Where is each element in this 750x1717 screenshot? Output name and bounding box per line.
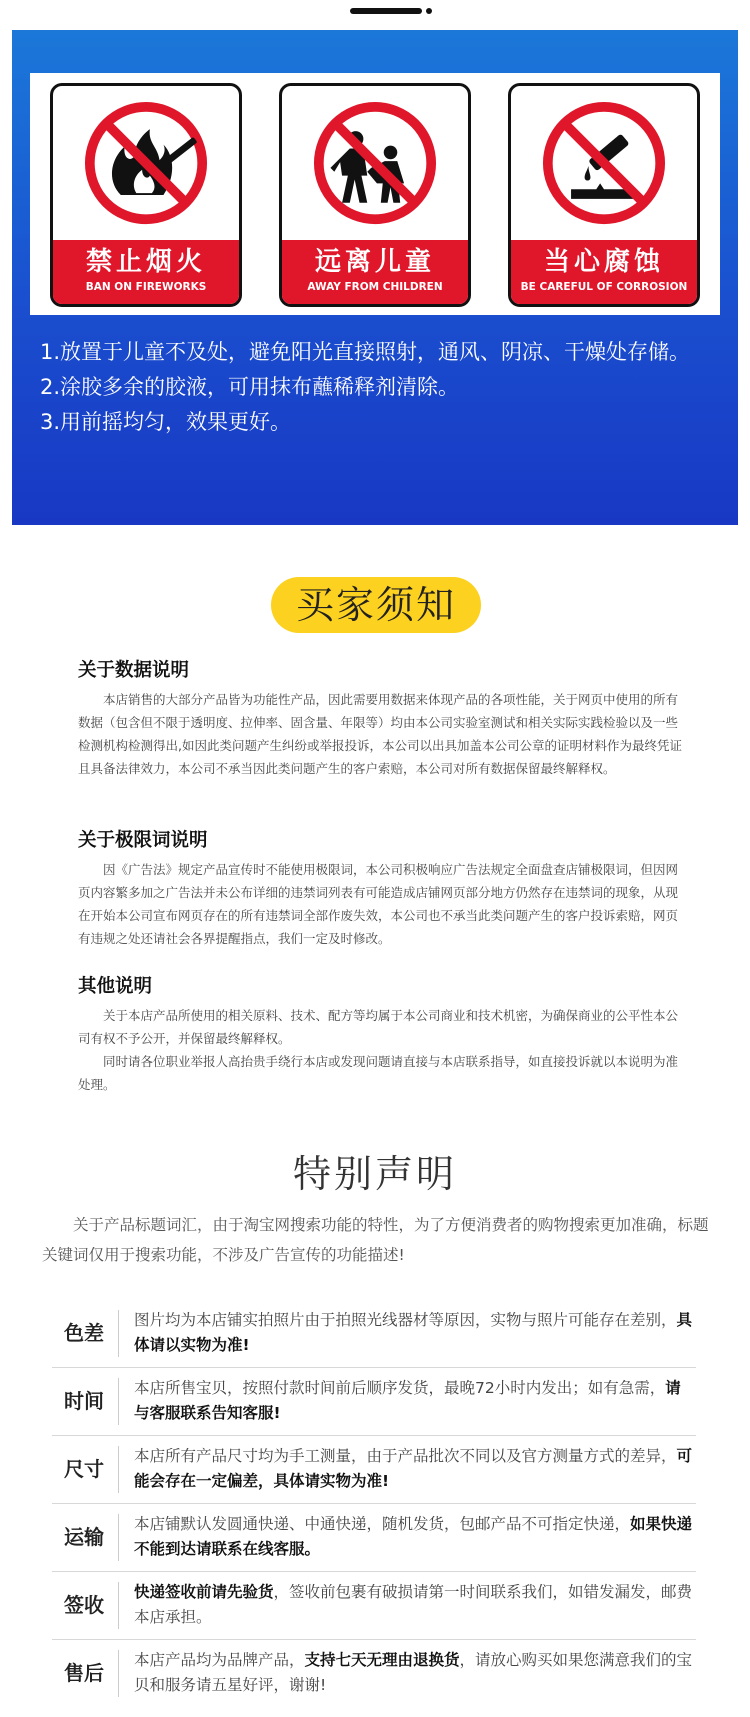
- row-label: 色差: [64, 1321, 104, 1345]
- divider: [118, 1378, 119, 1425]
- usage-notes: [40, 335, 730, 440]
- no-fire-icon: [53, 86, 239, 244]
- sign-band: [282, 240, 468, 304]
- table-row: [52, 1504, 696, 1572]
- sign-title-en: BE CAREFUL OF CORROSION: [520, 281, 688, 293]
- row-text: 图片均为本店铺实拍照片由于拍照光线器材等原因，实物与照片可能存在差别，具体请以实物为准!: [134, 1311, 693, 1354]
- table-row: [52, 1368, 696, 1436]
- sign-title-en: AWAY FROM CHILDREN: [307, 281, 443, 293]
- row-text: 本店所售宝贝，按照付款时间前后顺序发货，最晚72小时内发出；如有急需，请与客服联系告知客服!: [134, 1379, 681, 1422]
- no-children-icon: [282, 86, 468, 244]
- handle-dot: [426, 8, 432, 14]
- section-heading: 关于数据说明: [78, 660, 190, 681]
- section-limit-words: [78, 828, 688, 950]
- row-text: 快递签收前请先验货，签收前包裹有破损请第一时间联系我们，如错发漏发，邮费本店承担。: [134, 1583, 693, 1626]
- section-paragraph: 关于本店产品所使用的相关原料、技术、配方等均属于本公司商业和技术机密，为确保商业的公平性本公司有权不予公开，并保留最终解释权。: [78, 1008, 679, 1046]
- policy-table: [52, 1300, 696, 1707]
- sign-band: [53, 240, 239, 304]
- section-paragraph: 因《广告法》规定产品宣传时不能使用极限词，本公司积极响应广告法规定全面盘查店铺极限词，但因网页内容繁多加之广告法并未公布详细的违禁词列表有可能造成店铺网页部分地方仍然存在违禁词的现象，从现在开始本公司宣布网页存在的所有违禁词全部作废失效，本公司也不承当此类问题产生的客户投诉索赔，网页有违规之处还请社会各界提醒指点，我们一定及时修改。: [78, 862, 679, 946]
- usage-note: 1.放置于儿童不及处，避免阳光直接照射，通风、阴凉、干燥处存储。: [40, 340, 691, 364]
- row-text: 本店所有产品尺寸均为手工测量，由于产品批次不同以及官方测量方式的差异，可能会存在一定偏差，具体请实物为准!: [134, 1447, 693, 1490]
- sign-title-cn: 当心腐蚀: [543, 247, 664, 277]
- special-statement-intro: 关于产品标题词汇，由于淘宝网搜索功能的特性，为了方便消费者的购物搜索更加准确，标题关键词仅用于搜索功能，不涉及广告宣传的功能描述!: [42, 1216, 709, 1264]
- warning-panel: [12, 30, 738, 525]
- sign-title-en: BAN ON FIREWORKS: [85, 281, 207, 293]
- handle-bar: [350, 8, 422, 14]
- table-row: [52, 1572, 696, 1640]
- section-other: [78, 974, 688, 1096]
- sign-corrosion: [508, 83, 700, 307]
- divider: [118, 1310, 119, 1357]
- sign-title-cn: 禁止烟火: [85, 247, 206, 277]
- usage-note: 3.用前摇均匀，效果更好。: [40, 410, 292, 434]
- divider: [118, 1650, 119, 1697]
- section-paragraph: 本店销售的大部分产品皆为功能性产品，因此需要用数据来体现产品的各项性能，关于网页中使用的所有数据（包含但不限于透明度、拉伸率、固含量、年限等）均由本公司实验室测试和相关实际实践检验以及一些检测机构检测得出,如因此类问题产生纠纷或举报投诉，本公司以出具加盖本公司公章的证明材料作为最终凭证且具备法律效力，本公司不承当因此类问题产生的客户索赔，本公司对所有数据保留最终解释权。: [78, 692, 682, 776]
- row-label: 售后: [64, 1661, 104, 1685]
- row-label: 时间: [64, 1389, 104, 1413]
- usage-note: 2.涂胶多余的胶液，可用抹布蘸稀释剂清除。: [40, 375, 460, 399]
- table-row: [52, 1300, 696, 1368]
- divider: [118, 1582, 119, 1629]
- section-data: [78, 658, 688, 780]
- sign-title-cn: 远离儿童: [314, 247, 435, 277]
- buyer-notice-title: 买家须知: [271, 577, 481, 633]
- sign-no-fire: [50, 83, 242, 307]
- section-paragraph: 同时请各位职业举报人高抬贵手绕行本店或发现问题请直接与本店联系指导，如直接投诉就以本说明为准处理。: [78, 1054, 679, 1092]
- table-row: [52, 1640, 696, 1707]
- row-label: 签收: [64, 1593, 104, 1617]
- table-row: [52, 1436, 696, 1504]
- divider: [118, 1446, 119, 1493]
- special-statement-title: 特别声明: [292, 1152, 457, 1196]
- row-text: 本店铺默认发圆通快递、中通快递，随机发货，包邮产品不可指定快递，如果快递不能到达请联系在线客服。: [134, 1515, 693, 1558]
- row-label: 尺寸: [64, 1457, 104, 1481]
- divider: [118, 1514, 119, 1561]
- sign-away-children: [279, 83, 471, 307]
- section-heading: 关于极限词说明: [78, 830, 208, 851]
- row-label: 运输: [64, 1525, 104, 1549]
- warning-signs-strip: [30, 73, 720, 315]
- sign-band: [511, 240, 697, 304]
- row-text: 本店产品均为品牌产品，支持七天无理由退换货，请放心购买如果您满意我们的宝贝和服务请五星好评，谢谢!: [134, 1651, 693, 1694]
- corrosion-icon: [511, 86, 697, 244]
- page-handle: [350, 8, 434, 14]
- section-heading: 其他说明: [78, 976, 153, 997]
